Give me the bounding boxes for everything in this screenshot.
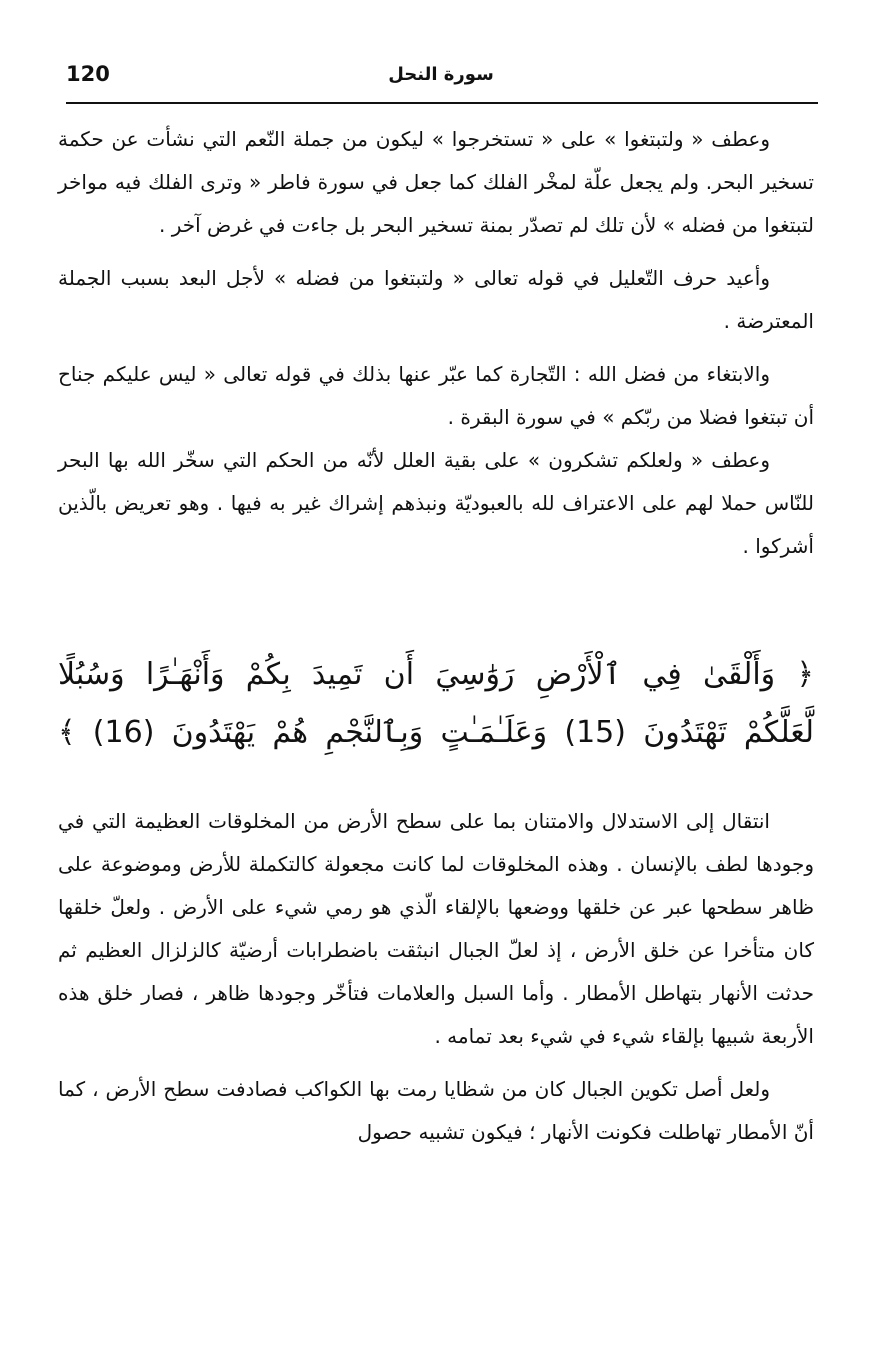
commentary-section-1 bbox=[58, 118, 814, 568]
quran-verse bbox=[58, 646, 814, 762]
paragraph: وأعيد حرف التّعليل في قوله تعالى « ولتبتغوا من فضله » لأجل البعد بسبب الجملة المعترضة . bbox=[58, 266, 814, 333]
running-title: سورة النحل bbox=[388, 64, 494, 85]
paragraph: وعطف « ولتبتغوا » على « تستخرجوا » ليكون من جملة النّعم التي نشأت عن حكمة تسخير البحر. ولم يجعل علّة لمخْر الفلك كما جعل في سورة فاطر « وترى الفلك فيه مواخر لتبتغوا من فضله » لأن تلك لم تصدّر بمنة تسخير البحر بل جاءت في غرض آخر . bbox=[58, 127, 814, 237]
commentary-section-2 bbox=[58, 800, 814, 1154]
page-number: 120 bbox=[66, 62, 110, 86]
paragraph: ولعل أصل تكوين الجبال كان من شظايا رمت بها الكواكب فصادفت سطح الأرض ، كما أنّ الأمطار تهاطلت فكونت الأنهار ؛ فيكون تشبيه حصول bbox=[58, 1077, 814, 1144]
paragraph: انتقال إلى الاستدلال والامتنان بما على سطح الأرض من المخلوقات العظيمة التي في وجودها لطف بالإنسان . وهذه المخلوقات لما كانت مجعولة كالتكملة للأرض وموضوعة على ظاهر سطحها عبر عن خلقها ووضعها بالإلقاء الّذي هو رمي شيء على الأرض . ولعلّ خلقها كان متأخرا عن خلق الأرض ، إذ لعلّ الجبال انبثقت باضطرابات أرضيّة كالزلزال العظيم ثم حدثت الأنهار بتهاطل الأمطار . وأما السبل والعلامات فتأخّر وجودها ظاهر ، فصار خلق هذه الأربعة شبيها بإلقاء شيء في شيء بعد تمامه . bbox=[58, 809, 814, 1048]
paragraph: والابتغاء من فضل الله : التّجارة كما عبّر عنها بذلك في قوله تعالى « ليس عليكم جناح أن تبتغوا فضلا من ربّكم » في سورة البقرة . bbox=[58, 362, 814, 429]
verse-line-1: ﴿ وَأَلْقَىٰ فِي ٱلْأَرْضِ رَوَٰسِيَ أَن تَمِيدَ بِكُمْ وَأَنْهَـٰرًا وَسُبُلًا bbox=[58, 657, 814, 692]
paragraph: وعطف « ولعلكم تشكرون » على بقية العلل لأنّه من الحكم التي سخّر الله بها البحر للنّاس حملا لهم على الاعتراف لله بالعبوديّة ونبذهم إشراك غير به فيها . وهو تعريض بالّذين أشركوا . bbox=[58, 448, 814, 558]
page-header bbox=[66, 58, 818, 104]
verse-line-2: لَّعَلَّكُمْ تَهْتَدُونَ (15) وَعَلَـٰمَـٰتٍ وَبِٱلنَّجْمِ هُمْ يَهْتَدُونَ (16) ﴾ bbox=[58, 715, 814, 750]
